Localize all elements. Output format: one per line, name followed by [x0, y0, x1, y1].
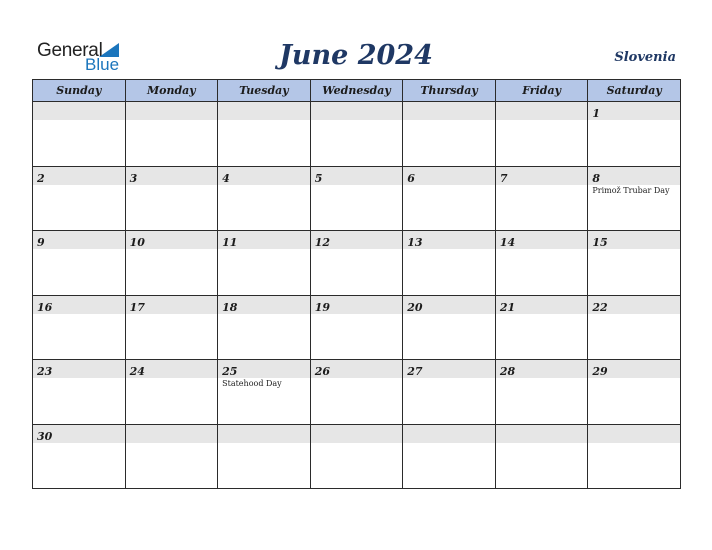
- day-cell: [403, 424, 496, 489]
- week-row: [33, 360, 681, 425]
- day-number-bar: [33, 360, 125, 378]
- day-number-bar: [218, 296, 310, 314]
- day-number: 30: [37, 429, 53, 443]
- day-cell: [125, 102, 218, 167]
- day-cell: [33, 360, 126, 425]
- logo-text-blue: Blue: [85, 55, 120, 74]
- day-number-bar: [588, 425, 680, 443]
- day-number: 16: [37, 300, 53, 314]
- day-cell: [33, 102, 126, 167]
- day-cell: [218, 231, 311, 296]
- day-number-bar: [311, 231, 403, 249]
- day-number-bar: [33, 231, 125, 249]
- day-cell: [403, 166, 496, 231]
- day-cell: [125, 231, 218, 296]
- day-cell: [125, 424, 218, 489]
- week-row: [33, 231, 681, 296]
- day-cell: [588, 424, 681, 489]
- day-cell: [218, 166, 311, 231]
- day-number-bar: [33, 296, 125, 314]
- day-number-bar: [588, 231, 680, 249]
- day-number-bar: [403, 167, 495, 185]
- logo-text-general: General: [37, 40, 103, 61]
- day-cell: [125, 295, 218, 360]
- day-number-bar: [403, 102, 495, 120]
- day-number-bar: [496, 231, 588, 249]
- day-number: 5: [314, 171, 323, 185]
- day-number-bar: [126, 425, 218, 443]
- day-cell: [218, 295, 311, 360]
- day-cell: [588, 166, 681, 231]
- day-number: 17: [129, 300, 145, 314]
- weekday-header: Thursday: [403, 80, 496, 102]
- day-number-bar: [311, 425, 403, 443]
- weekday-header: Friday: [495, 80, 588, 102]
- day-number: 2: [37, 171, 45, 185]
- day-number: 27: [407, 365, 423, 378]
- day-cell: [218, 424, 311, 489]
- day-number-bar: [496, 102, 588, 120]
- day-number: 3: [129, 171, 138, 185]
- day-cell: [495, 424, 588, 489]
- day-number-bar: [218, 102, 310, 120]
- day-cell: [125, 166, 218, 231]
- day-number: 10: [129, 236, 145, 249]
- day-number: 24: [129, 365, 145, 378]
- day-number-bar: [218, 425, 310, 443]
- day-number: 28: [499, 365, 516, 378]
- day-number: 20: [407, 300, 423, 314]
- day-cell: [588, 102, 681, 167]
- day-cell: [33, 295, 126, 360]
- day-number: 15: [592, 236, 608, 249]
- day-number-bar: [218, 231, 310, 249]
- day-cell: [310, 231, 403, 296]
- day-number-bar: [403, 231, 495, 249]
- day-cell: [495, 166, 588, 231]
- day-number-bar: [311, 167, 403, 185]
- day-number: 19: [314, 300, 330, 314]
- day-number: 14: [499, 236, 516, 249]
- day-number-bar: [218, 167, 310, 185]
- day-number: 25: [222, 365, 238, 378]
- holiday-label: Statehood Day: [222, 379, 282, 388]
- day-number-bar: [588, 167, 680, 185]
- day-cell: [403, 102, 496, 167]
- day-cell: [218, 102, 311, 167]
- weekday-header: Monday: [125, 80, 218, 102]
- day-cell: [495, 102, 588, 167]
- day-number: 12: [314, 236, 330, 249]
- country-label: Slovenia: [614, 50, 676, 65]
- day-number-bar: [403, 425, 495, 443]
- day-number-bar: [403, 296, 495, 314]
- day-cell: [310, 295, 403, 360]
- day-number: 4: [222, 171, 230, 185]
- day-number: 7: [499, 171, 508, 185]
- day-number-bar: [126, 231, 218, 249]
- weekday-header: Sunday: [33, 80, 126, 102]
- day-number-bar: [311, 102, 403, 120]
- day-number: 22: [592, 300, 608, 314]
- day-number-bar: [33, 425, 125, 443]
- day-number: 6: [407, 171, 415, 185]
- day-number-bar: [496, 360, 588, 378]
- day-cell: [403, 360, 496, 425]
- weekday-header: Tuesday: [218, 80, 311, 102]
- day-number-bar: [496, 167, 588, 185]
- day-number: 1: [592, 107, 601, 120]
- day-number-bar: [33, 102, 125, 120]
- day-cell: [310, 424, 403, 489]
- day-number-bar: [218, 360, 310, 378]
- day-cell: [588, 360, 681, 425]
- weekday-header-row: [33, 80, 681, 102]
- day-number-bar: [496, 296, 588, 314]
- day-cell: [588, 295, 681, 360]
- day-number-bar: [403, 360, 495, 378]
- page-title: June 2024: [279, 40, 433, 71]
- day-number-bar: [126, 102, 218, 120]
- weekday-header: Saturday: [588, 80, 681, 102]
- day-number-bar: [126, 296, 218, 314]
- day-number: 18: [222, 300, 238, 314]
- week-row: [33, 166, 681, 231]
- calendar-body: [33, 102, 681, 489]
- day-number-bar: [126, 167, 218, 185]
- calendar-grid: [32, 79, 681, 489]
- day-number-bar: [588, 296, 680, 314]
- day-number-bar: [311, 296, 403, 314]
- week-row: [33, 102, 681, 167]
- day-cell: [310, 360, 403, 425]
- day-number: 9: [37, 236, 45, 249]
- day-number-bar: [126, 360, 218, 378]
- holiday-label: Primož Trubar Day: [592, 185, 670, 195]
- day-number-bar: [33, 167, 125, 185]
- day-number: 8: [592, 171, 601, 185]
- day-number: 13: [407, 236, 423, 249]
- day-number-bar: [311, 360, 403, 378]
- day-number: 29: [592, 365, 608, 378]
- day-cell: [310, 166, 403, 231]
- day-cell: [495, 360, 588, 425]
- day-number: 21: [499, 300, 516, 314]
- day-cell: [125, 360, 218, 425]
- day-number-bar: [588, 102, 680, 120]
- day-cell: [588, 231, 681, 296]
- day-cell: [33, 166, 126, 231]
- day-number: 11: [222, 236, 238, 249]
- day-number-bar: [496, 425, 588, 443]
- day-number: 23: [37, 365, 53, 378]
- day-cell: [495, 231, 588, 296]
- day-number-bar: [588, 360, 680, 378]
- day-cell: [33, 424, 126, 489]
- day-cell: [310, 102, 403, 167]
- day-cell: [403, 231, 496, 296]
- day-cell: [403, 295, 496, 360]
- week-row: [33, 424, 681, 489]
- day-cell: [33, 231, 126, 296]
- day-cell: [495, 295, 588, 360]
- weekday-header: Wednesday: [310, 80, 403, 102]
- day-cell: [218, 360, 311, 425]
- week-row: [33, 295, 681, 360]
- day-number: 26: [314, 365, 330, 378]
